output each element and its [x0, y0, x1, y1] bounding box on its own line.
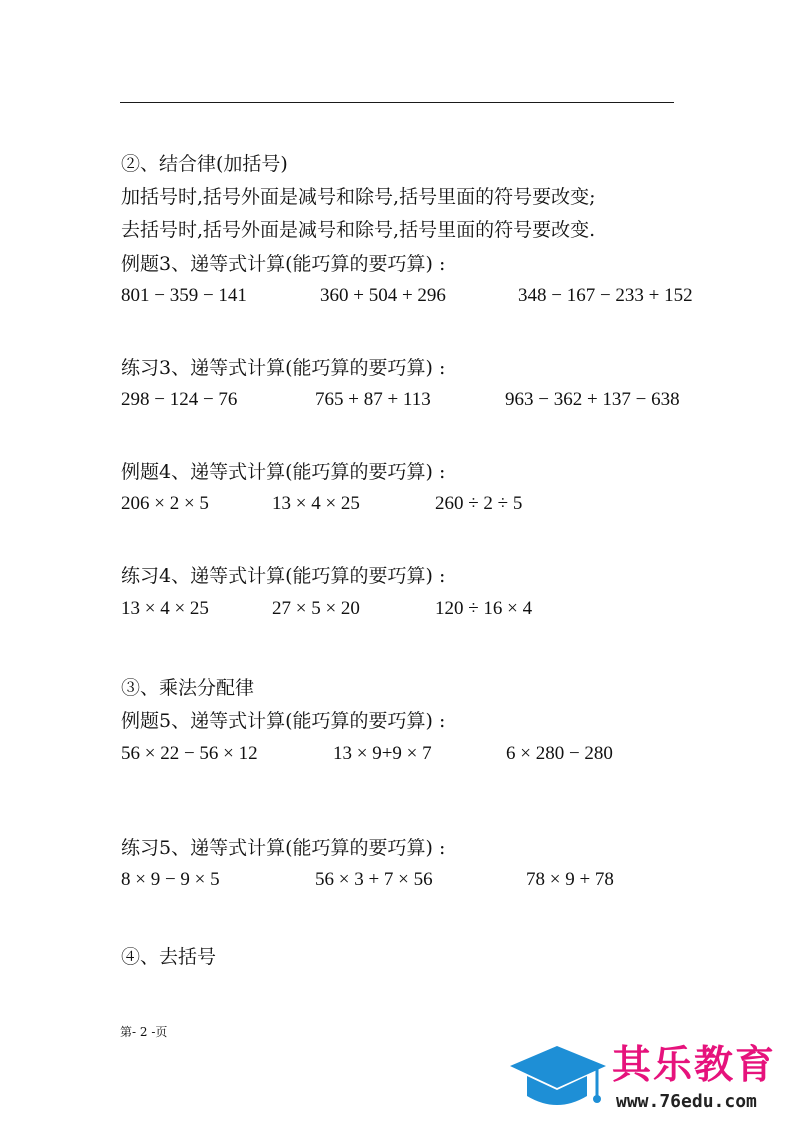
practice-3-problem-3: 963 − 362 + 137 − 638: [505, 389, 680, 410]
practice-5-problem-2: 56 × 3 + 7 × 56: [315, 869, 433, 890]
practice-4-problem-1: 13 × 4 × 25: [121, 598, 209, 619]
practice-5-problem-3: 78 × 9 + 78: [526, 869, 614, 890]
example-4-label: 例题4、递等式计算(能巧算的要巧算) :: [121, 461, 446, 483]
example-5-label: 例题5、递等式计算(能巧算的要巧算) :: [121, 710, 446, 732]
qile-education-logo: [505, 1038, 790, 1118]
logo-title: 其乐教育: [612, 1043, 777, 1088]
practice-4-problem-2: 27 × 5 × 20: [272, 598, 360, 619]
practice-4-label: 练习4、递等式计算(能巧算的要巧算) :: [121, 565, 446, 587]
practice-3-label: 练习3、递等式计算(能巧算的要巧算) :: [121, 357, 446, 379]
rule-remove-parentheses: 去括号时,括号外面是减号和除号,括号里面的符号要改变.: [121, 219, 596, 241]
example-3-problem-2: 360 + 504 + 296: [320, 285, 446, 306]
example-3-problem-1: 801 − 359 − 141: [121, 285, 247, 306]
example-5-problem-1: 56 × 22 − 56 × 12: [121, 743, 258, 764]
example-5-problem-2: 13 × 9+9 × 7: [333, 743, 432, 764]
practice-5-label: 练习5、递等式计算(能巧算的要巧算) :: [121, 837, 446, 859]
example-3-label: 例题3、递等式计算(能巧算的要巧算) :: [121, 253, 446, 275]
graduation-cap-icon: [505, 1038, 609, 1118]
practice-3-problem-1: 298 − 124 − 76: [121, 389, 238, 410]
example-4-problem-1: 206 × 2 × 5: [121, 493, 209, 514]
logo-url: www.76edu.com: [616, 1091, 757, 1112]
example-3-problem-3: 348 − 167 − 233 + 152: [518, 285, 693, 306]
example-5-problem-3: 6 × 280 − 280: [506, 743, 613, 764]
practice-5-problem-1: 8 × 9 − 9 × 5: [121, 869, 220, 890]
practice-3-problem-2: 765 + 87 + 113: [315, 389, 431, 410]
practice-4-problem-3: 120 ÷ 16 × 4: [435, 598, 533, 619]
section-title-associative: ②、结合律(加括号): [121, 153, 288, 175]
example-4-problem-3: 260 ÷ 2 ÷ 5: [435, 493, 523, 514]
example-4-problem-2: 13 × 4 × 25: [272, 493, 360, 514]
rule-add-parentheses: 加括号时,括号外面是减号和除号,括号里面的符号要改变;: [121, 186, 596, 208]
section-title-distributive: ③、乘法分配律: [121, 677, 255, 699]
page-number: 第- 2 -页: [120, 1025, 168, 1039]
section-title-remove-parentheses: ④、去括号: [121, 946, 217, 968]
header-rule: [120, 102, 674, 103]
